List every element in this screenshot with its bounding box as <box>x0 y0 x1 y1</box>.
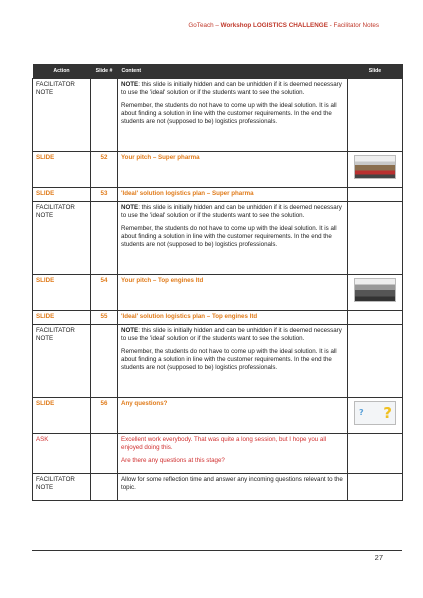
row-slide-thumb <box>348 152 403 188</box>
table-row <box>33 474 403 501</box>
row-slide-number: 55 <box>91 311 118 325</box>
row-action: FACILITATOR NOTE <box>33 474 91 501</box>
table-row <box>33 275 403 311</box>
facilitator-note-text: Allow for some reflection time and answer any incoming questions relevant to the topic. <box>121 476 343 492</box>
row-slide-number: 53 <box>91 188 118 202</box>
row-content <box>118 434 348 474</box>
row-content: 'Ideal' solution logistics plan – Super pharma <box>118 188 348 202</box>
row-slide-number: 52 <box>91 152 118 188</box>
row-slide-number <box>91 202 118 275</box>
table-row <box>33 398 403 434</box>
note-remember-text: Remember, the students do not have to come up with the ideal solution. It is all about finding a solution in line with the customer requirements. In the end the students are not (supposed to be) logistics professionals. <box>121 224 337 249</box>
row-slide-thumb <box>348 311 403 325</box>
footer-divider <box>32 550 402 551</box>
table-row <box>33 152 403 188</box>
note-label: NOTE <box>121 204 139 211</box>
question-mark-icon: ? <box>383 404 392 422</box>
row-slide-number <box>91 79 118 152</box>
note-text: : this slide is initially hidden and can be unhidden if it is deemed necessary to use the 'ideal' solution or if the students want to see the solution. <box>121 204 342 220</box>
page-number: 27 <box>374 553 383 562</box>
header-prefix: GoTeach – <box>188 22 221 29</box>
row-content: 'Ideal' solution logistics plan – Top engines ltd <box>118 311 348 325</box>
question-mark-icon: ? <box>359 408 364 417</box>
note-label: NOTE <box>121 81 139 88</box>
column-header-slide-number: Slide # <box>91 64 118 79</box>
table-row <box>33 325 403 398</box>
row-action: SLIDE <box>33 152 91 188</box>
header-title: Workshop LOGISTICS CHALLENGE <box>220 22 328 29</box>
row-slide-thumb <box>348 202 403 275</box>
question-marks-thumbnail <box>354 401 396 425</box>
document-header <box>188 22 379 29</box>
row-slide-thumb <box>348 275 403 311</box>
table-header-row <box>33 64 403 79</box>
note-remember-text: Remember, the students do not have to come up with the ideal solution. It is all about finding a solution in line with the customer requirements. In the end the students are not (supposed to be) logistics professionals. <box>121 347 337 372</box>
row-action: ASK <box>33 434 91 474</box>
pharma-warehouse-thumbnail <box>354 155 396 179</box>
row-slide-number <box>91 474 118 501</box>
row-action: FACILITATOR NOTE <box>33 202 91 275</box>
row-content: Your pitch – Top engines ltd <box>118 275 348 311</box>
row-slide-thumb <box>348 474 403 501</box>
table-row <box>33 79 403 152</box>
row-slide-number: 56 <box>91 398 118 434</box>
engines-thumbnail <box>354 278 396 302</box>
table-row <box>33 202 403 275</box>
row-slide-thumb <box>348 79 403 152</box>
table-row <box>33 311 403 325</box>
note-text: : this slide is initially hidden and can be unhidden if it is deemed necessary to use the 'ideal' solution or if the students want to see the solution. <box>121 81 342 97</box>
table-row <box>33 434 403 474</box>
row-slide-thumb <box>348 398 403 434</box>
row-action: SLIDE <box>33 311 91 325</box>
row-slide-number <box>91 434 118 474</box>
row-content <box>118 474 348 501</box>
row-action: SLIDE <box>33 188 91 202</box>
note-label: NOTE <box>121 327 139 334</box>
table-row <box>33 188 403 202</box>
column-header-content: Content <box>118 64 348 79</box>
row-action: SLIDE <box>33 275 91 311</box>
row-action: FACILITATOR NOTE <box>33 79 91 152</box>
row-action: FACILITATOR NOTE <box>33 325 91 398</box>
row-content <box>118 202 348 275</box>
row-content: Your pitch – Super pharma <box>118 152 348 188</box>
row-slide-number <box>91 325 118 398</box>
row-content <box>118 325 348 398</box>
ask-question-text: Are there any questions at this stage? <box>121 456 225 464</box>
row-slide-thumb <box>348 434 403 474</box>
row-slide-number: 54 <box>91 275 118 311</box>
note-text: : this slide is initially hidden and can be unhidden if it is deemed necessary to use the 'ideal' solution or if the students want to see the solution. <box>121 327 342 343</box>
row-action: SLIDE <box>33 398 91 434</box>
ask-text: Excellent work everybody. That was quite a long session, but I hope you all enjoyed doing this. <box>121 436 327 452</box>
column-header-action: Action <box>33 64 91 79</box>
row-slide-thumb <box>348 188 403 202</box>
header-suffix: - Facilitator Notes <box>327 22 379 29</box>
row-content <box>118 79 348 152</box>
row-slide-thumb <box>348 325 403 398</box>
facilitator-notes-table <box>32 64 403 501</box>
column-header-slide: Slide <box>348 64 403 79</box>
note-remember-text: Remember, the students do not have to come up with the ideal solution. It is all about finding a solution in line with the customer requirements. In the end the students are not (supposed to be) logistics professionals. <box>121 101 337 126</box>
row-content: Any questions? <box>118 398 348 434</box>
